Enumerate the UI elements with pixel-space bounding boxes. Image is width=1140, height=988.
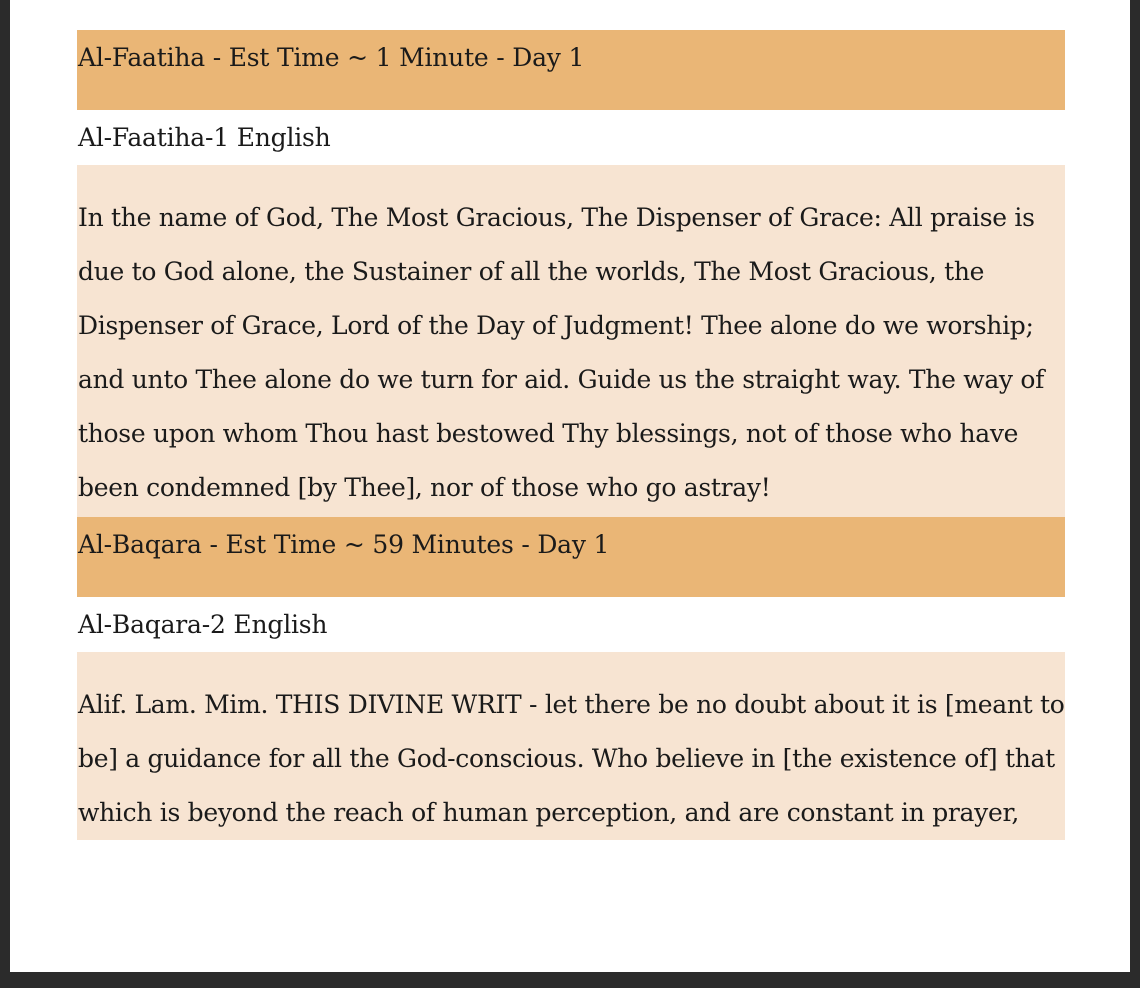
verse-text-al-faatiha: In the name of God, The Most Gracious, The Dispenser of Grace: All praise is due to God alone, the Sustainer of all the worlds, The Most Gracious, the Dispenser of Grace, Lord of the Day of Judgment! Thee alone do we worship; and unto Thee alone do we turn for aid. Guide us the straight way. The way of those upon whom Thou hast bestowed Thy blessings, not of those who have been condemned [by Thee], nor of those who go astray!	[77, 165, 1065, 517]
verse-text-al-baqara: Alif. Lam. Mim. THIS DIVINE WRIT - let there be no doubt about it is [meant to be] a guidance for all the God-conscious. Who believe in [the existence of] that which is beyond the reach of human perception, and are constant in prayer,	[77, 652, 1065, 840]
chapter-subheading-al-baqara: Al-Baqara-2 English	[78, 610, 328, 639]
section-header-al-faatiha: Al-Faatiha - Est Time ~ 1 Minute - Day 1	[77, 30, 1065, 110]
chapter-subheading-al-faatiha: Al-Faatiha-1 English	[78, 123, 331, 152]
document-page	[10, 0, 1130, 972]
section-header-al-baqara: Al-Baqara - Est Time ~ 59 Minutes - Day 1	[77, 517, 1065, 597]
reading-content	[77, 30, 1065, 840]
